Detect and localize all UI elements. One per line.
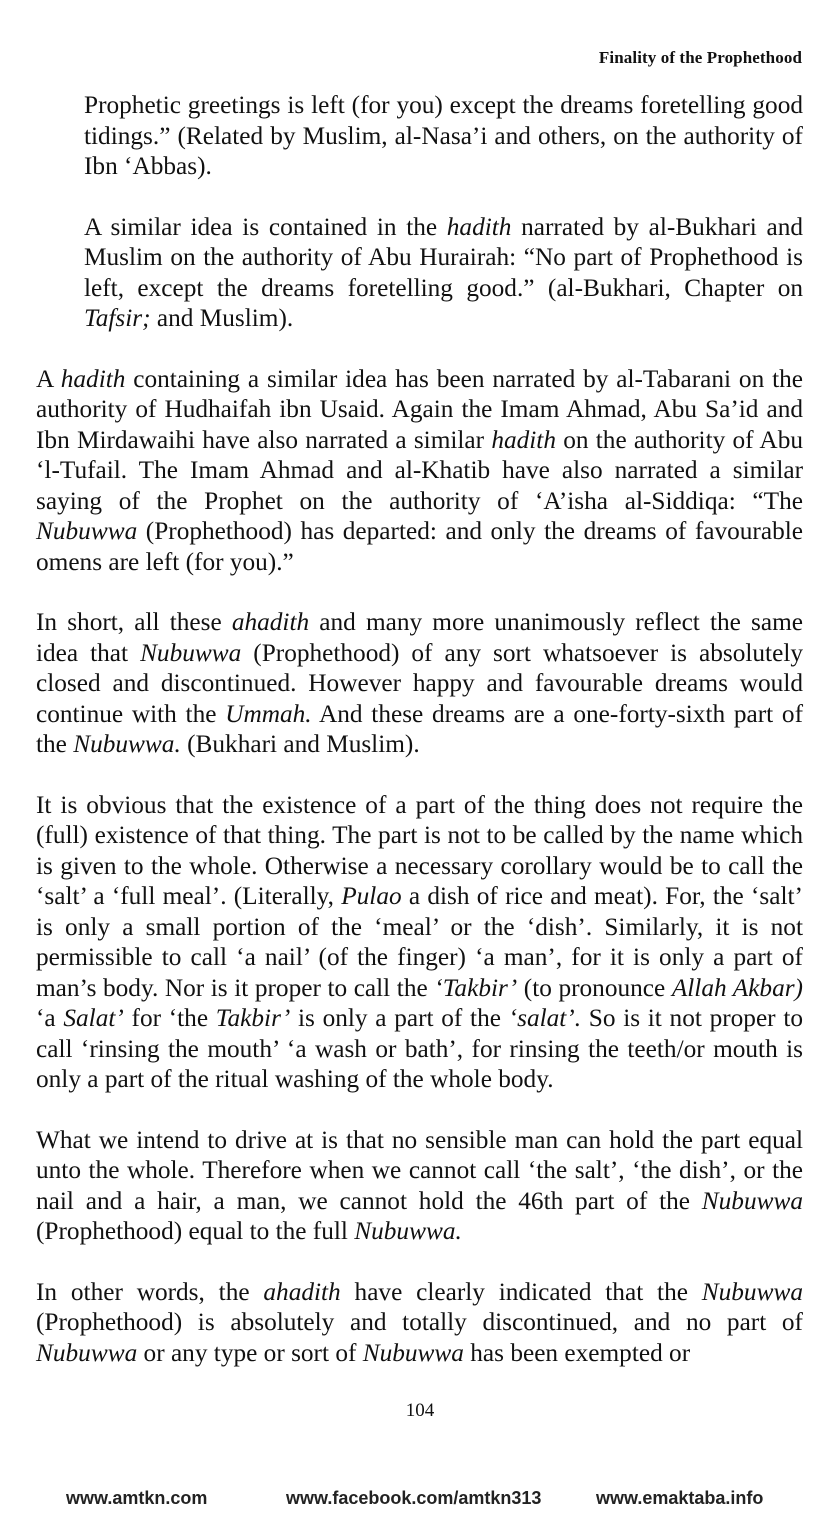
text-run: What we intend to drive at is that no sensible man can hold the part equal unto the whole. Therefore when we cannot call ‘the salt’, ‘the dish’, or the nail and a hair, a man, we cannot hold the 46th part of the	[36, 1125, 803, 1215]
italic-term: Nubuwwa	[36, 1338, 138, 1367]
italic-term: ‘Takbir’	[434, 973, 518, 1002]
page-body	[36, 90, 803, 1368]
text-run: narrated by al-Bukhari and Muslim on the authority of Abu Hurairah: “No part of Prophethood is left, except the dreams foretelling good.” (al-Bukhari, Chapter on	[84, 212, 803, 302]
italic-term: Nubuwwa	[140, 638, 242, 667]
paragraph	[36, 364, 803, 578]
italic-term: Takbir’	[215, 1004, 291, 1032]
italic-term: hadith	[491, 425, 556, 454]
text-run: Prophetic greetings is left (for you) except the dreams foretelling good tidings.” (Related by Muslim, al-Nasa’i and others, on the authority of Ibn ‘Abbas).	[84, 91, 803, 180]
italic-term: Nubuwwa.	[354, 1217, 462, 1245]
italic-term: ahadith	[231, 608, 310, 636]
text-run: is only a part of the	[290, 1004, 509, 1032]
italic-term: Ummah.	[225, 699, 312, 728]
text-run: and many more unanimously reflect the same idea that	[36, 608, 803, 667]
text-run: (Prophethood) of any sort whatsoever is absolutely closed and discontinued. However happy and favourable dreams would continue with the	[36, 638, 803, 728]
footer-link-emaktaba[interactable]: www.emaktaba.info	[596, 1488, 764, 1508]
text-run: In short, all these	[36, 608, 232, 636]
text-run: on the authority of Abu ‘l-Tufail. The Imam Ahmad and al-Khatib have also narrated a similar saying of the Prophet on the authority of ‘A’isha al-Siddiqa: “The	[36, 425, 803, 515]
paragraph	[36, 1277, 803, 1369]
text-run: So is it not proper to call ‘rinsing the mouth’ ‘a wash or bath’, for rinsing the teeth/or mouth is only a part of the ritual washing of the whole body.	[36, 1004, 803, 1093]
italic-term: ahadith	[263, 1277, 341, 1306]
text-run: and Muslim).	[150, 304, 294, 332]
italic-term: hadith	[60, 364, 126, 393]
paragraph	[36, 790, 803, 1095]
text-run: (Prophethood) equal to the full	[36, 1217, 355, 1245]
paragraph	[84, 90, 803, 182]
italic-term: Tafsir;	[84, 304, 151, 332]
text-run: And these dreams are a one-forty-sixth part of the	[36, 699, 803, 758]
text-run: (Bukhari and Muslim).	[180, 730, 420, 758]
text-run: (Prophethood) has departed: and only the dreams of favourable omens are left (for you).”	[36, 517, 803, 576]
text-run: A similar idea is contained in the	[84, 212, 447, 241]
footer-link-amtkn[interactable]: www.amtkn.com	[66, 1488, 208, 1508]
page-number: 104	[405, 1400, 435, 1421]
italic-term: Nubuwwa	[701, 1186, 803, 1215]
running-head: Finality of the Prophethood	[598, 48, 802, 67]
text-run: have clearly indicated that the	[340, 1277, 702, 1306]
text-run: (to pronounce	[517, 973, 672, 1002]
text-run: containing a similar idea has been narrated by al-Tabarani on the authority of Hudhaifah ibn Usaid. Again the Imam Ahmad, Abu Sa’id and Ibn Mirdawaihi have also narrated a similar	[36, 364, 803, 454]
italic-term: ‘salat’.	[508, 1004, 582, 1032]
text-run: a dish of rice and meat). For, the ‘salt’ is only a small portion of the ‘meal’ or the ‘dish’. Similarly, it is not permissible to call ‘a nail’ (of the finger) ‘a man’, for it is only a part of man’s body. Nor is it proper to call the	[36, 882, 803, 1002]
italic-term: hadith	[446, 212, 512, 241]
footer-link-facebook[interactable]: www.facebook.com/amtkn313	[286, 1488, 542, 1508]
italic-term: Nubuwwa	[701, 1277, 803, 1306]
italic-term: Pulao	[341, 882, 402, 910]
text-run: for ‘the	[123, 1004, 216, 1032]
text-run: has been exempted or	[463, 1338, 691, 1367]
text-run: (Prophethood) is absolutely and totally discontinued, and no part of	[36, 1308, 803, 1336]
text-run: ‘a	[36, 1004, 64, 1032]
text-run: or any type or sort of	[137, 1338, 363, 1367]
italic-term: Nubuwwa	[362, 1338, 464, 1367]
paragraph	[36, 1125, 803, 1247]
text-run: A	[36, 364, 61, 393]
text-run: It is obvious that the existence of a part of the thing does not require the (full) existence of that thing. The part is not to be called by the name which is given to the whole. Otherwise a necessary corollary would be to call the ‘salt’ a ‘full meal’. (Literally,	[36, 790, 803, 910]
text-run: In other words, the	[36, 1277, 264, 1306]
italic-term: Salat’	[63, 1004, 124, 1032]
italic-term: Nubuwwa	[36, 517, 138, 545]
paragraph	[84, 212, 803, 334]
italic-term: Nubuwwa.	[73, 730, 181, 758]
italic-term: Allah Akbar)	[671, 973, 803, 1002]
paragraph	[36, 607, 803, 760]
